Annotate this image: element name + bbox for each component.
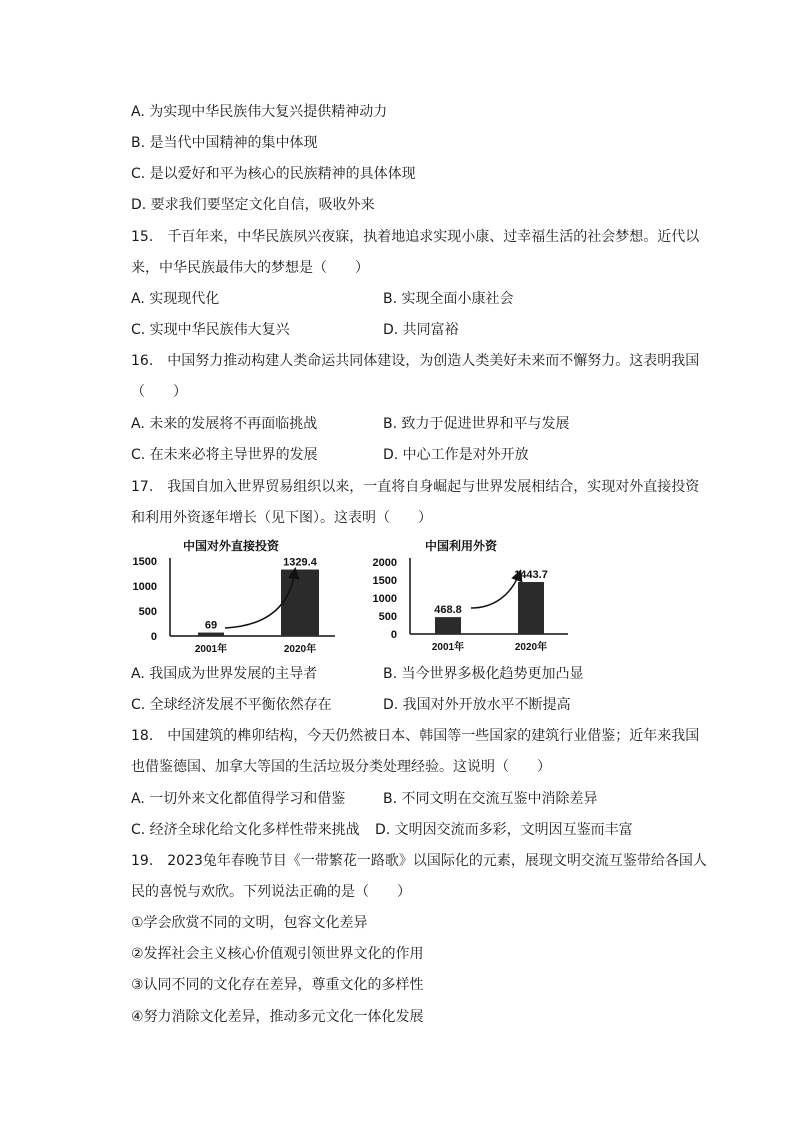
q16-option-b: B. 致力于促进世界和平与发展	[383, 416, 570, 432]
q15-option-a: A. 实现现代化	[131, 291, 220, 307]
q17-stem-cont: 和利用外资逐年增长（见下图）。这表明（ ）	[131, 510, 432, 526]
q16-stem-cont: （ ）	[131, 384, 187, 400]
q18-option-d: D. 文明因交流而多彩，文明因互鉴而丰富	[375, 822, 633, 838]
q18-stem: 18. 中国建筑的榫卯结构，今天仍然被日本、韩国等一些国家的建筑行业借鉴；近年来我国	[131, 728, 700, 744]
q17-option-c: C. 全球经济发展不平衡依然存在	[131, 697, 332, 713]
y-tick-label: 500	[378, 611, 397, 623]
x-tick-label: 2001年	[431, 642, 465, 653]
q17-option-d: D. 我国对外开放水平不断提高	[383, 697, 571, 713]
y-tick-label: 2000	[372, 557, 397, 569]
y-tick-label: 1000	[132, 581, 157, 593]
data-label-2001: 468.8	[434, 604, 462, 617]
q15-stem-cont: 来，中华民族最伟大的梦想是（ ）	[131, 260, 369, 276]
q19-stem-cont: 民的喜悦与欢欣。下列说法正确的是（ ）	[131, 884, 411, 900]
y-tick-label: 1500	[372, 575, 397, 587]
q14-option-b: B. 是当代中国精神的集中体现	[131, 135, 318, 151]
y-tick-label: 1000	[372, 593, 397, 605]
q15-option-d: D. 共同富裕	[383, 322, 459, 338]
q14-option-a: A. 为实现中华民族伟大复兴提供精神动力	[131, 104, 388, 120]
q16-option-c: C. 在未来必将主导世界的发展	[131, 447, 318, 463]
q18-option-a: A. 一切外来文化都值得学习和借鉴	[131, 791, 346, 807]
chart-outward-fdi	[125, 536, 340, 658]
q16-stem: 16. 中国努力推动构建人类命运共同体建设，为创造人类美好未来而不懈努力。这表明我国	[131, 353, 700, 369]
bar-2001	[198, 633, 224, 636]
growth-arrow	[471, 572, 520, 608]
q17-option-b: B. 当今世界多极化趋势更加凸显	[383, 666, 584, 682]
q14-option-c: C. 是以爱好和平为核心的民族精神的具体体现	[131, 166, 416, 182]
chart-foreign-capital	[363, 536, 578, 658]
bar-2020	[281, 570, 319, 636]
q17-stem: 17. 我国自加入世界贸易组织以来，一直将自身崛起与世界发展相结合，实现对外直接投资	[131, 479, 700, 495]
q19-item-2: ②发挥社会主义核心价值观引领世界文化的作用	[131, 946, 424, 962]
q15-option-b: B. 实现全面小康社会	[383, 291, 514, 307]
y-tick-label: 1500	[132, 556, 157, 568]
q18-stem-cont: 也借鉴德国、加拿大等国的生活垃圾分类处理经验。这说明（ ）	[131, 759, 551, 775]
chart-title: 中国对外直接投资	[183, 539, 280, 553]
data-label-2001: 69	[204, 619, 218, 632]
bar-2020	[518, 582, 544, 634]
q19-stem: 19. 2023兔年春晚节目《一带繁花一路歌》以国际化的元素，展现文明交流互鉴带给各国人	[131, 853, 707, 869]
q18-option-c: C. 经济全球化给文化多样性带来挑战	[131, 822, 360, 838]
y-tick-label: 0	[150, 631, 157, 643]
data-label-2020: 1329.4	[283, 556, 317, 569]
x-tick-label: 2020年	[283, 644, 317, 655]
q19-item-1: ①学会欣赏不同的文明，包容文化差异	[131, 915, 368, 931]
q16-option-d: D. 中心工作是对外开放	[383, 447, 529, 463]
q19-item-4: ④努力消除文化差异，推动多元文化一体化发展	[131, 1009, 424, 1025]
q18-option-b: B. 不同文明在交流互鉴中消除差异	[383, 791, 598, 807]
x-tick-label: 2001年	[194, 644, 228, 655]
q15-option-c: C. 实现中华民族伟大复兴	[131, 322, 290, 338]
q15-stem: 15. 千百年来，中华民族夙兴夜寐，执着地追求实现小康、过幸福生活的社会梦想。近代以	[131, 229, 700, 245]
q17-option-a: A. 我国成为世界发展的主导者	[131, 666, 318, 682]
chart-title: 中国利用外资	[425, 539, 498, 553]
q16-option-a: A. 未来的发展将不再面临挑战	[131, 416, 318, 432]
q14-option-d: D. 要求我们要坚定文化自信，吸收外来	[131, 197, 375, 213]
y-tick-label: 0	[390, 629, 397, 641]
q19-item-3: ③认同不同的文化存在差异，尊重文化的多样性	[131, 977, 424, 993]
y-tick-label: 500	[138, 606, 157, 618]
data-label-2020: 1443.7	[514, 569, 548, 582]
x-tick-label: 2020年	[514, 642, 548, 653]
bar-2001	[435, 617, 461, 634]
